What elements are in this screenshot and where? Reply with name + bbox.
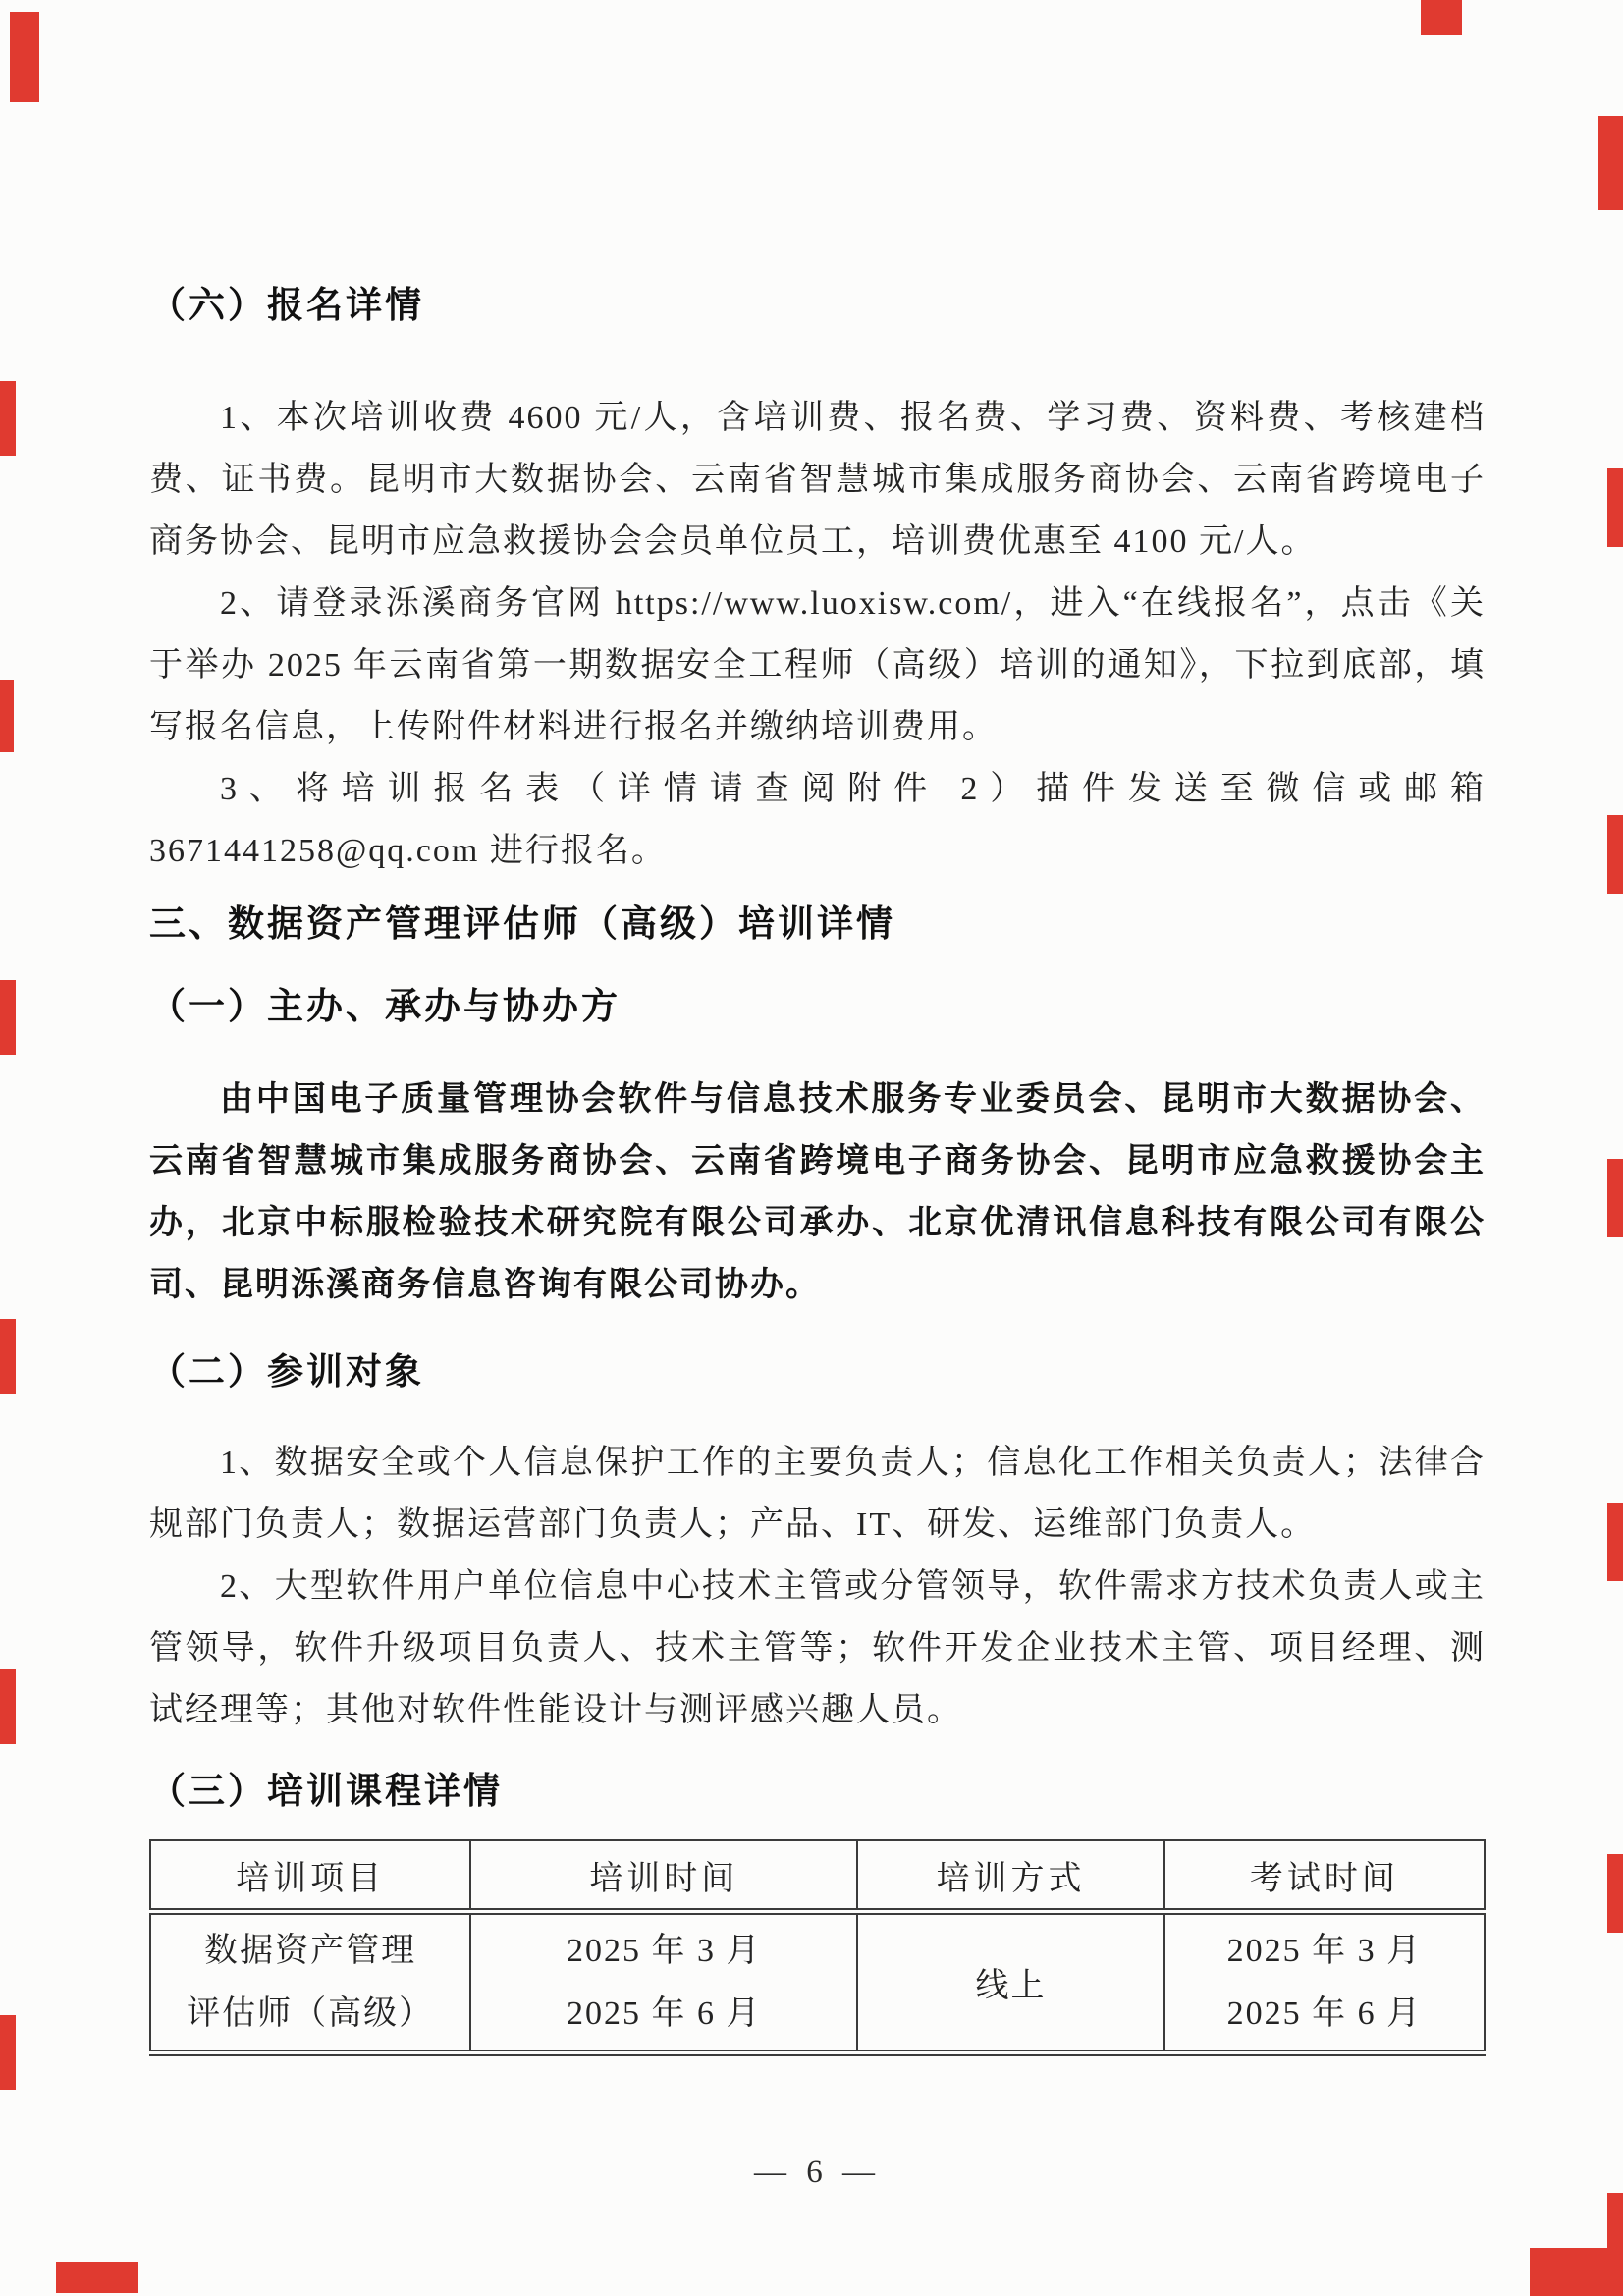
- red-edge-mark: [1421, 0, 1462, 35]
- paragraph-organizers: 由中国电子质量管理协会软件与信息技术服务专业委员会、昆明市大数据协会、云南省智慧城市集成服务商协会、云南省跨境电子商务协会、昆明市应急救援协会主办，北京中标服检验技术研究院有限公司承办、北京优清讯信息科技有限公司有限公司、昆明泺溪商务信息咨询有限公司协办。: [149, 1081, 1486, 1303]
- training-time-line2: 2025 年 6 月: [566, 1995, 762, 2032]
- paragraph-audience-1: 1、数据安全或个人信息保护工作的主要负责人；信息化工作相关负责人；法律合规部门负责人；数据运营部门负责人；产品、IT、研发、运维部门负责人。: [149, 1445, 1486, 1543]
- paragraph-online-registration: 2、请登录泺溪商务官网 https://www.luoxisw.com/，进入“在线报名”，点击《关于举办 2025 年云南省第一期数据安全工程师（高级）培训的通知》，下拉到底部，填写报名信息，上传附件材料进行报名并缴纳培训费用。: [149, 585, 1486, 745]
- red-edge-mark: [0, 1319, 16, 1394]
- red-edge-mark: [1607, 468, 1623, 547]
- heading-chapter-three: 三、数据资产管理评估师（高级）培训详情: [149, 904, 895, 945]
- red-edge-mark: [56, 2262, 138, 2293]
- column-header-training-time: 培训时间: [470, 1840, 857, 1912]
- project-name-line2: 评估师（高级）: [187, 1995, 435, 2032]
- red-edge-mark: [1607, 1159, 1623, 1237]
- paragraph-audience-2: 2、大型软件用户单位信息中心技术主管或分管领导，软件需求方技术负责人或主管领导，软件升级项目负责人、技术主管等；软件开发企业技术主管、项目经理、测试经理等；其他对软件性能设计与测评感兴趣人员。: [149, 1568, 1486, 1728]
- project-name-line1: 数据资产管理: [204, 1932, 417, 1969]
- cell-training-time: [470, 1912, 857, 2053]
- red-edge-mark: [0, 680, 14, 752]
- column-header-project: 培训项目: [150, 1840, 470, 1912]
- red-edge-mark: [1598, 116, 1623, 210]
- paragraph-form-submission: 3、将培训报名表（详情请查阅附件 2）描件发送至微信或邮箱 3671441258@qq.com 进行报名。: [149, 771, 1486, 869]
- exam-time-line2: 2025 年 6 月: [1226, 1995, 1423, 2032]
- red-edge-mark: [0, 2015, 16, 2090]
- cell-training-mode: 线上: [857, 1912, 1164, 2053]
- training-time-line1: 2025 年 3 月: [566, 1932, 762, 1969]
- red-edge-mark: [10, 12, 39, 102]
- page-number: — 6 —: [754, 2155, 881, 2190]
- red-edge-mark: [1607, 1503, 1623, 1581]
- red-edge-mark: [0, 980, 16, 1055]
- heading-target-audience: （二）参训对象: [149, 1352, 424, 1393]
- heading-organizers: （一）主办、承办与协办方: [149, 987, 621, 1027]
- red-edge-mark: [1530, 2248, 1623, 2296]
- cell-exam-time: [1164, 1912, 1485, 2053]
- exam-time-line1: 2025 年 3 月: [1226, 1932, 1423, 1969]
- column-header-training-mode: 培训方式: [857, 1840, 1164, 1912]
- table-row: [150, 1912, 1485, 2053]
- red-edge-mark: [0, 381, 16, 456]
- course-schedule-table: [149, 1839, 1486, 2056]
- red-edge-mark: [1607, 815, 1623, 894]
- column-header-exam-time: 考试时间: [1164, 1840, 1485, 1912]
- red-edge-mark: [1607, 1854, 1623, 1933]
- red-edge-mark: [0, 1669, 16, 1744]
- paragraph-fee-info: 1、本次培训收费 4600 元/人，含培训费、报名费、学习费、资料费、考核建档费、证书费。昆明市大数据协会、云南省智慧城市集成服务商协会、云南省跨境电子商务协会、昆明市应急救援协会会员单位员工，培训费优惠至 4100 元/人。: [149, 400, 1486, 560]
- heading-course-details: （三）培训课程详情: [149, 1772, 503, 1812]
- table-header-row: [150, 1840, 1485, 1912]
- cell-project-name: [150, 1912, 470, 2053]
- heading-registration-details: （六）报名详情: [149, 286, 424, 326]
